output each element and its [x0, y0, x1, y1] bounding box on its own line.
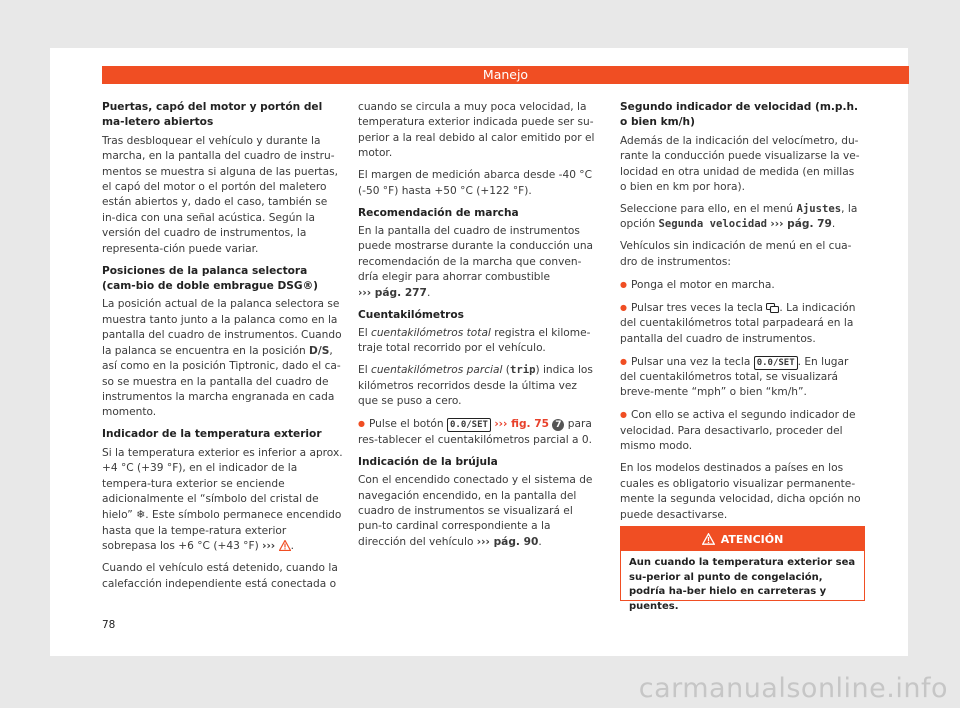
- callout-number: 7: [552, 419, 564, 431]
- paragraph-no-menu: Vehículos sin indicación de menú en el cua-dro de instrumentos:: [620, 240, 852, 268]
- paragraph-temperature: Si la temperatura exterior es inferior a aprox. +4 °C (+39 °F), en el indicador de la tempera-tura exterior se enciende adicionalmente el “símbolo del cristal de hielo” ❄. Este símbolo permanece encendido hasta que la tempe-ratura exterior sobrepasa los +6 °C (+43 °F) ››› .: [102, 446, 343, 553]
- bullet-icon: [620, 409, 631, 421]
- warning-triangle-icon: [279, 540, 291, 552]
- bullet-icon: [620, 302, 631, 314]
- fig-75-link[interactable]: ››› fig. 75: [494, 418, 549, 431]
- paragraph-menu: Seleccione para ello, en el menú Ajustes, la opción Segunda velocidad ››› pág. 79.: [620, 203, 858, 231]
- snowflake-icon: ❄: [136, 508, 146, 522]
- set-key: 0.0/SET: [447, 418, 491, 432]
- bullet-reset-trip: [358, 416, 600, 448]
- bullet-icon: [620, 356, 631, 368]
- menu-text-a: Seleccione para ello, en el menú: [620, 203, 797, 216]
- warning-box: [620, 526, 865, 612]
- paragraph-stopped: Cuando el vehículo está detenido, cuando la calefacción independiente está conectada o: [102, 562, 338, 590]
- bullet-3-text-b: . En lugar del cuentakilómetros total, se visualizará breve-mente “mph” o bien “km/h”.: [620, 355, 849, 399]
- paragraph-lever: [102, 297, 344, 420]
- paragraph-range: El margen de medición abarca desde -40 °C (-50 °F) hasta +50 °C (+122 °F).: [358, 169, 593, 197]
- bullet-1-text: Ponga el motor en marcha.: [630, 278, 775, 291]
- odometer-total-term: cuentakilómetros total: [371, 327, 491, 340]
- odometer-text-a: El: [358, 327, 372, 340]
- temp-text-b: . Este símbolo permanece encendido hasta que la tempe-ratura exterior sobrepasa los +6 °C (+43 °F): [102, 509, 342, 553]
- warning-triangle-icon: [702, 533, 715, 546]
- menu-text-b: , la opción: [620, 203, 858, 231]
- trip-key: trip: [509, 364, 536, 377]
- bullet-press-three: [620, 300, 862, 347]
- lever-text-b: , así como en la posición Tiptronic, dado el ca-so se muestra en la pantalla del cuadro de instrumentos la marcha engranada en cada momento.: [102, 344, 341, 419]
- trip-text-a: El: [358, 364, 372, 377]
- paragraph-compass: Con el encendido conectado y el sistema de navegación encendido, en la pantalla del cuadro de instrumentos se visualizará el pun-to cardinal correspondiente a la dirección del vehículo ››› pág. 90.: [358, 474, 593, 548]
- heading-second-speed: Segundo indicador de velocidad (m.p.h. o bien km/h): [620, 101, 859, 129]
- menu-second-speed-key: Segunda velocidad: [658, 218, 767, 231]
- header-title: Manejo: [482, 67, 529, 82]
- page-number: 78: [102, 619, 116, 631]
- paragraph-trip: [358, 363, 600, 409]
- temp-ref-arrow[interactable]: ›››: [262, 540, 276, 553]
- reset-text-b: para res-tablecer el cuentakilómetros parcial a 0.: [358, 418, 592, 446]
- bullet-press-once: [620, 354, 862, 401]
- bullet-4-text: Con ello se activa el segundo indicador de velocidad. Para desactivarlo, proceder del mismo modo.: [620, 409, 856, 453]
- lever-text-a: La posición actual de la palanca selectora se muestra tanto junto a la palanca como en la pantalla del cuadro de instrumentos. Cuando la palanca se encuentra en la posición: [102, 298, 342, 357]
- warning-text: Aun cuando la temperatura exterior sea su-perior al punto de congelación, podría ha-ber hielo en carreteras y puentes.: [629, 557, 856, 612]
- trip-text-b: ) indica los kilómetros recorridos desde la última vez que se puso a cero.: [358, 364, 593, 408]
- bullet-icon: [620, 279, 631, 291]
- odometer-text-b: registra el kilome-traje total recorrido por el vehículo.: [358, 327, 591, 355]
- gear-text: En la pantalla del cuadro de instrumentos puede mostrarse durante la conducción una recomendación de la marcha que conven-dría elegir para ahorrar combustible: [358, 225, 594, 284]
- column-2: [358, 100, 600, 557]
- paragraph-models: En los modelos destinados a países en los cuales es obligatorio visualizar permanente-mente la segunda velocidad, dicha opción no puede desactivarse.: [620, 462, 861, 521]
- bullet-activated: [620, 407, 862, 454]
- gear-page-link[interactable]: ››› pág. 277: [358, 286, 427, 299]
- paragraph-odometer: [358, 326, 600, 357]
- heading-compass: Indicación de la brújula: [358, 455, 498, 468]
- bullet-2-text-b: . La indicación del cuentakilómetros total parpadeará en la pantalla del cuadro de instrumentos.: [620, 301, 856, 345]
- menu-settings-key: Ajustes: [796, 203, 842, 216]
- heading-odometer: Cuentakilómetros: [358, 308, 464, 321]
- bullet-2-text-a: Pulsar tres veces la tecla: [630, 301, 767, 314]
- set-key: 0.0/SET: [754, 356, 798, 370]
- reset-text-a: Pulse el botón: [368, 418, 447, 431]
- column-1: [102, 100, 344, 599]
- bullet-3-text-a: Pulsar una vez la tecla: [630, 355, 754, 368]
- trip-paren: (: [502, 364, 510, 377]
- warning-title: ATENCIÓN: [720, 532, 784, 546]
- heading-temperature: Indicador de la temperatura exterior: [102, 428, 322, 441]
- odometer-key-icon: [766, 302, 779, 314]
- paragraph-second-speed: Además de la indicación del velocímetro, du-rante la conducción puede visualizarse la ve-locidad en otra unidad de medida (en millas o bien en km por hora).: [620, 134, 860, 194]
- page-header: [102, 66, 909, 84]
- compass-page-link[interactable]: ››› pág. 90: [476, 535, 539, 548]
- paragraph-temp-continued: cuando se circula a muy poca velocidad, la temperatura exterior indicada puede ser su-perior a la real debido al calor emitido por el motor.: [358, 101, 595, 160]
- bullet-start-engine: [620, 277, 862, 293]
- paragraph-doors: Tras desbloquear el vehículo y durante la marcha, en la pantalla del cuadro de instru-mentos se muestra si alguna de las puertas, el capó del motor o el portón del maletero están abiertos y, dado el caso, también se in-dica con una señal acústica. Según la versión del cuadro de instrumentos, la representa-ción puede variar.: [102, 134, 338, 255]
- paragraph-gear: En la pantalla del cuadro de instrumentos puede mostrarse durante la conducción una recomendación de la marcha que conven-dría elegir para ahorrar combustible ››› pág. 277.: [358, 225, 594, 299]
- warning-header: [621, 527, 864, 551]
- heading-lever: Posiciones de la palanca selectora (cam-bio de doble embrague DSG®): [102, 264, 319, 293]
- heading-gear: Recomendación de marcha: [358, 206, 519, 219]
- lever-position-ds: D/S: [309, 344, 330, 357]
- trip-term: cuentakilómetros parcial: [371, 364, 503, 377]
- temp-text-a: Si la temperatura exterior es inferior a aprox. +4 °C (+39 °F), en el indicador de la tempera-tura exterior se enciende adicionalmente el “símbolo del cristal de hielo”: [102, 446, 343, 522]
- compass-text: Con el encendido conectado y el sistema de navegación encendido, en la pantalla del cuadro de instrumentos se visualizará el pun-to cardinal correspondiente a la dirección del vehículo: [358, 474, 593, 548]
- menu-page-link[interactable]: ››› pág. 79: [770, 218, 832, 231]
- heading-doors: Puertas, capó del motor y portón del ma-letero abiertos: [102, 101, 323, 129]
- column-3: [620, 100, 862, 530]
- bullet-icon: [358, 418, 369, 430]
- watermark: carmanualsonline.info: [638, 673, 948, 704]
